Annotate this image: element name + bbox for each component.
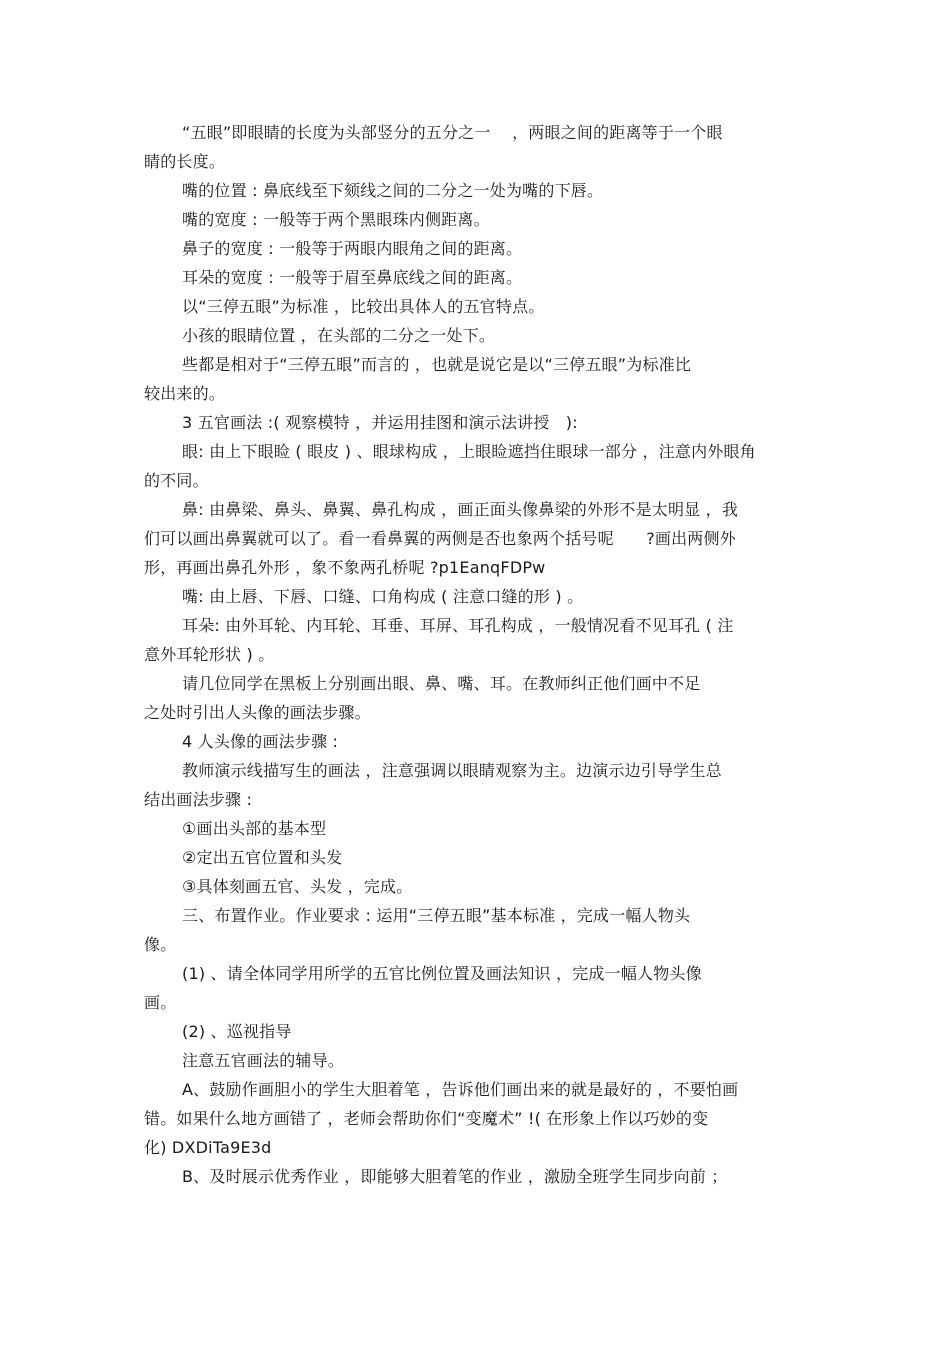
text-line: 教师演示线描写生的画法 ，注意强调以眼睛观察为主。边演示边引导学生总	[182, 761, 722, 780]
paragraph	[144, 1075, 806, 1162]
paragraph	[144, 611, 806, 669]
text-line: ①画出头部的基本型	[182, 819, 327, 838]
text-line: 耳朵的宽度 : 一般等于眉至鼻底线之间的距离。	[182, 268, 523, 287]
paragraph	[144, 437, 806, 495]
text-line: 三、布置作业。作业要求 : 运用“三停五眼”基本标准 ，完成一幅人物头	[182, 906, 691, 925]
text-line: A、鼓励作画胆小的学生大胆着笔 ，告诉他们画出来的就是最好的 ，不要怕画	[182, 1080, 739, 1099]
text-line: 些都是相对于“三停五眼”而言的 ，也就是说它是以“三停五眼”为标准比	[182, 355, 692, 374]
text-line: “五眼”即眼睛的长度为头部竖分的五分之一 ，两眼之间的距离等于一个眼	[182, 123, 723, 142]
text-line: 4 人头像的画法步骤 :	[182, 732, 339, 751]
text-line: 们可以画出鼻翼就可以了。看一看鼻翼的两侧是否也象两个括号呢 ?画出两侧外	[144, 529, 736, 548]
paragraph	[144, 872, 806, 901]
document-body	[144, 118, 806, 1191]
paragraph	[144, 901, 806, 959]
text-line: 的不同。	[144, 471, 209, 490]
paragraph	[144, 843, 806, 872]
paragraph	[144, 1162, 806, 1191]
text-line: 鼻: 由鼻梁、鼻头、鼻翼、鼻孔构成 ，画正面头像鼻梁的外形不是太明显 ，我	[182, 500, 739, 519]
text-line: 意外耳轮形状 ) 。	[144, 645, 275, 664]
text-line: 以“三停五眼”为标准 ，比较出具体人的五官特点。	[182, 297, 545, 316]
paragraph	[144, 234, 806, 263]
text-line: 嘴的位置 : 鼻底线至下颏线之间的二分之一处为嘴的下唇。	[182, 181, 604, 200]
paragraph	[144, 263, 806, 292]
text-line: 鼻子的宽度 : 一般等于两眼内眼角之间的距离。	[182, 239, 523, 258]
text-line: 睛的长度。	[144, 152, 226, 171]
text-line: ②定出五官位置和头发	[182, 848, 343, 867]
paragraph	[144, 1017, 806, 1046]
text-line: 3 五官画法 :( 观察模特 ，并运用挂图和演示法讲授 ):	[182, 413, 578, 432]
paragraph	[144, 727, 806, 756]
text-line: 像。	[144, 935, 177, 954]
paragraph	[144, 582, 806, 611]
text-line: (2) 、巡视指导	[182, 1022, 292, 1041]
paragraph	[144, 495, 806, 582]
paragraph	[144, 321, 806, 350]
text-line: B、及时展示优秀作业 ，即能够大胆着笔的作业 ，激励全班学生同步向前 ；	[182, 1167, 728, 1186]
text-line: (1) 、请全体同学用所学的五官比例位置及画法知识 ，完成一幅人物头像	[182, 964, 702, 983]
paragraph	[144, 959, 806, 1017]
paragraph	[144, 176, 806, 205]
paragraph	[144, 1046, 806, 1075]
paragraph	[144, 669, 806, 727]
paragraph	[144, 205, 806, 234]
text-line: 画。	[144, 993, 177, 1012]
text-line: 请几位同学在黑板上分别画出眼、鼻、嘴、耳。在教师纠正他们画中不足	[182, 674, 701, 693]
paragraph	[144, 350, 806, 408]
text-line: ③具体刻画五官、头发 ，完成。	[182, 877, 413, 896]
text-line: 化) DXDiTa9E3d	[144, 1138, 272, 1157]
paragraph	[144, 814, 806, 843]
text-line: 之处时引出人头像的画法步骤。	[144, 703, 371, 722]
text-line: 注意五官画法的辅导。	[182, 1051, 345, 1070]
text-line: 嘴: 由上唇、下唇、口缝、口角构成 ( 注意口缝的形 ) 。	[182, 587, 584, 606]
paragraph	[144, 408, 806, 437]
text-line: 形，再画出鼻孔外形 ，象不象两孔桥呢 ?p1EanqFDPw	[144, 558, 546, 577]
paragraph	[144, 292, 806, 321]
text-line: 嘴的宽度 : 一般等于两个黑眼珠内侧距离。	[182, 210, 490, 229]
paragraph	[144, 118, 806, 176]
paragraph	[144, 756, 806, 814]
text-line: 耳朵: 由外耳轮、内耳轮、耳垂、耳屏、耳孔构成 ，一般情况看不见耳孔 ( 注	[182, 616, 734, 635]
text-line: 错。如果什么地方画错了 ，老师会帮助你们“变魔术” !( 在形象上作以巧妙的变	[144, 1109, 709, 1128]
text-line: 小孩的眼睛位置 ，在头部的二分之一处下。	[182, 326, 496, 345]
text-line: 较出来的。	[144, 384, 226, 403]
text-line: 结出画法步骤 :	[144, 790, 253, 809]
text-line: 眼: 由上下眼睑 ( 眼皮 ) 、眼球构成 ，上眼睑遮挡住眼球一部分 ，注意内外眼角	[182, 442, 756, 461]
